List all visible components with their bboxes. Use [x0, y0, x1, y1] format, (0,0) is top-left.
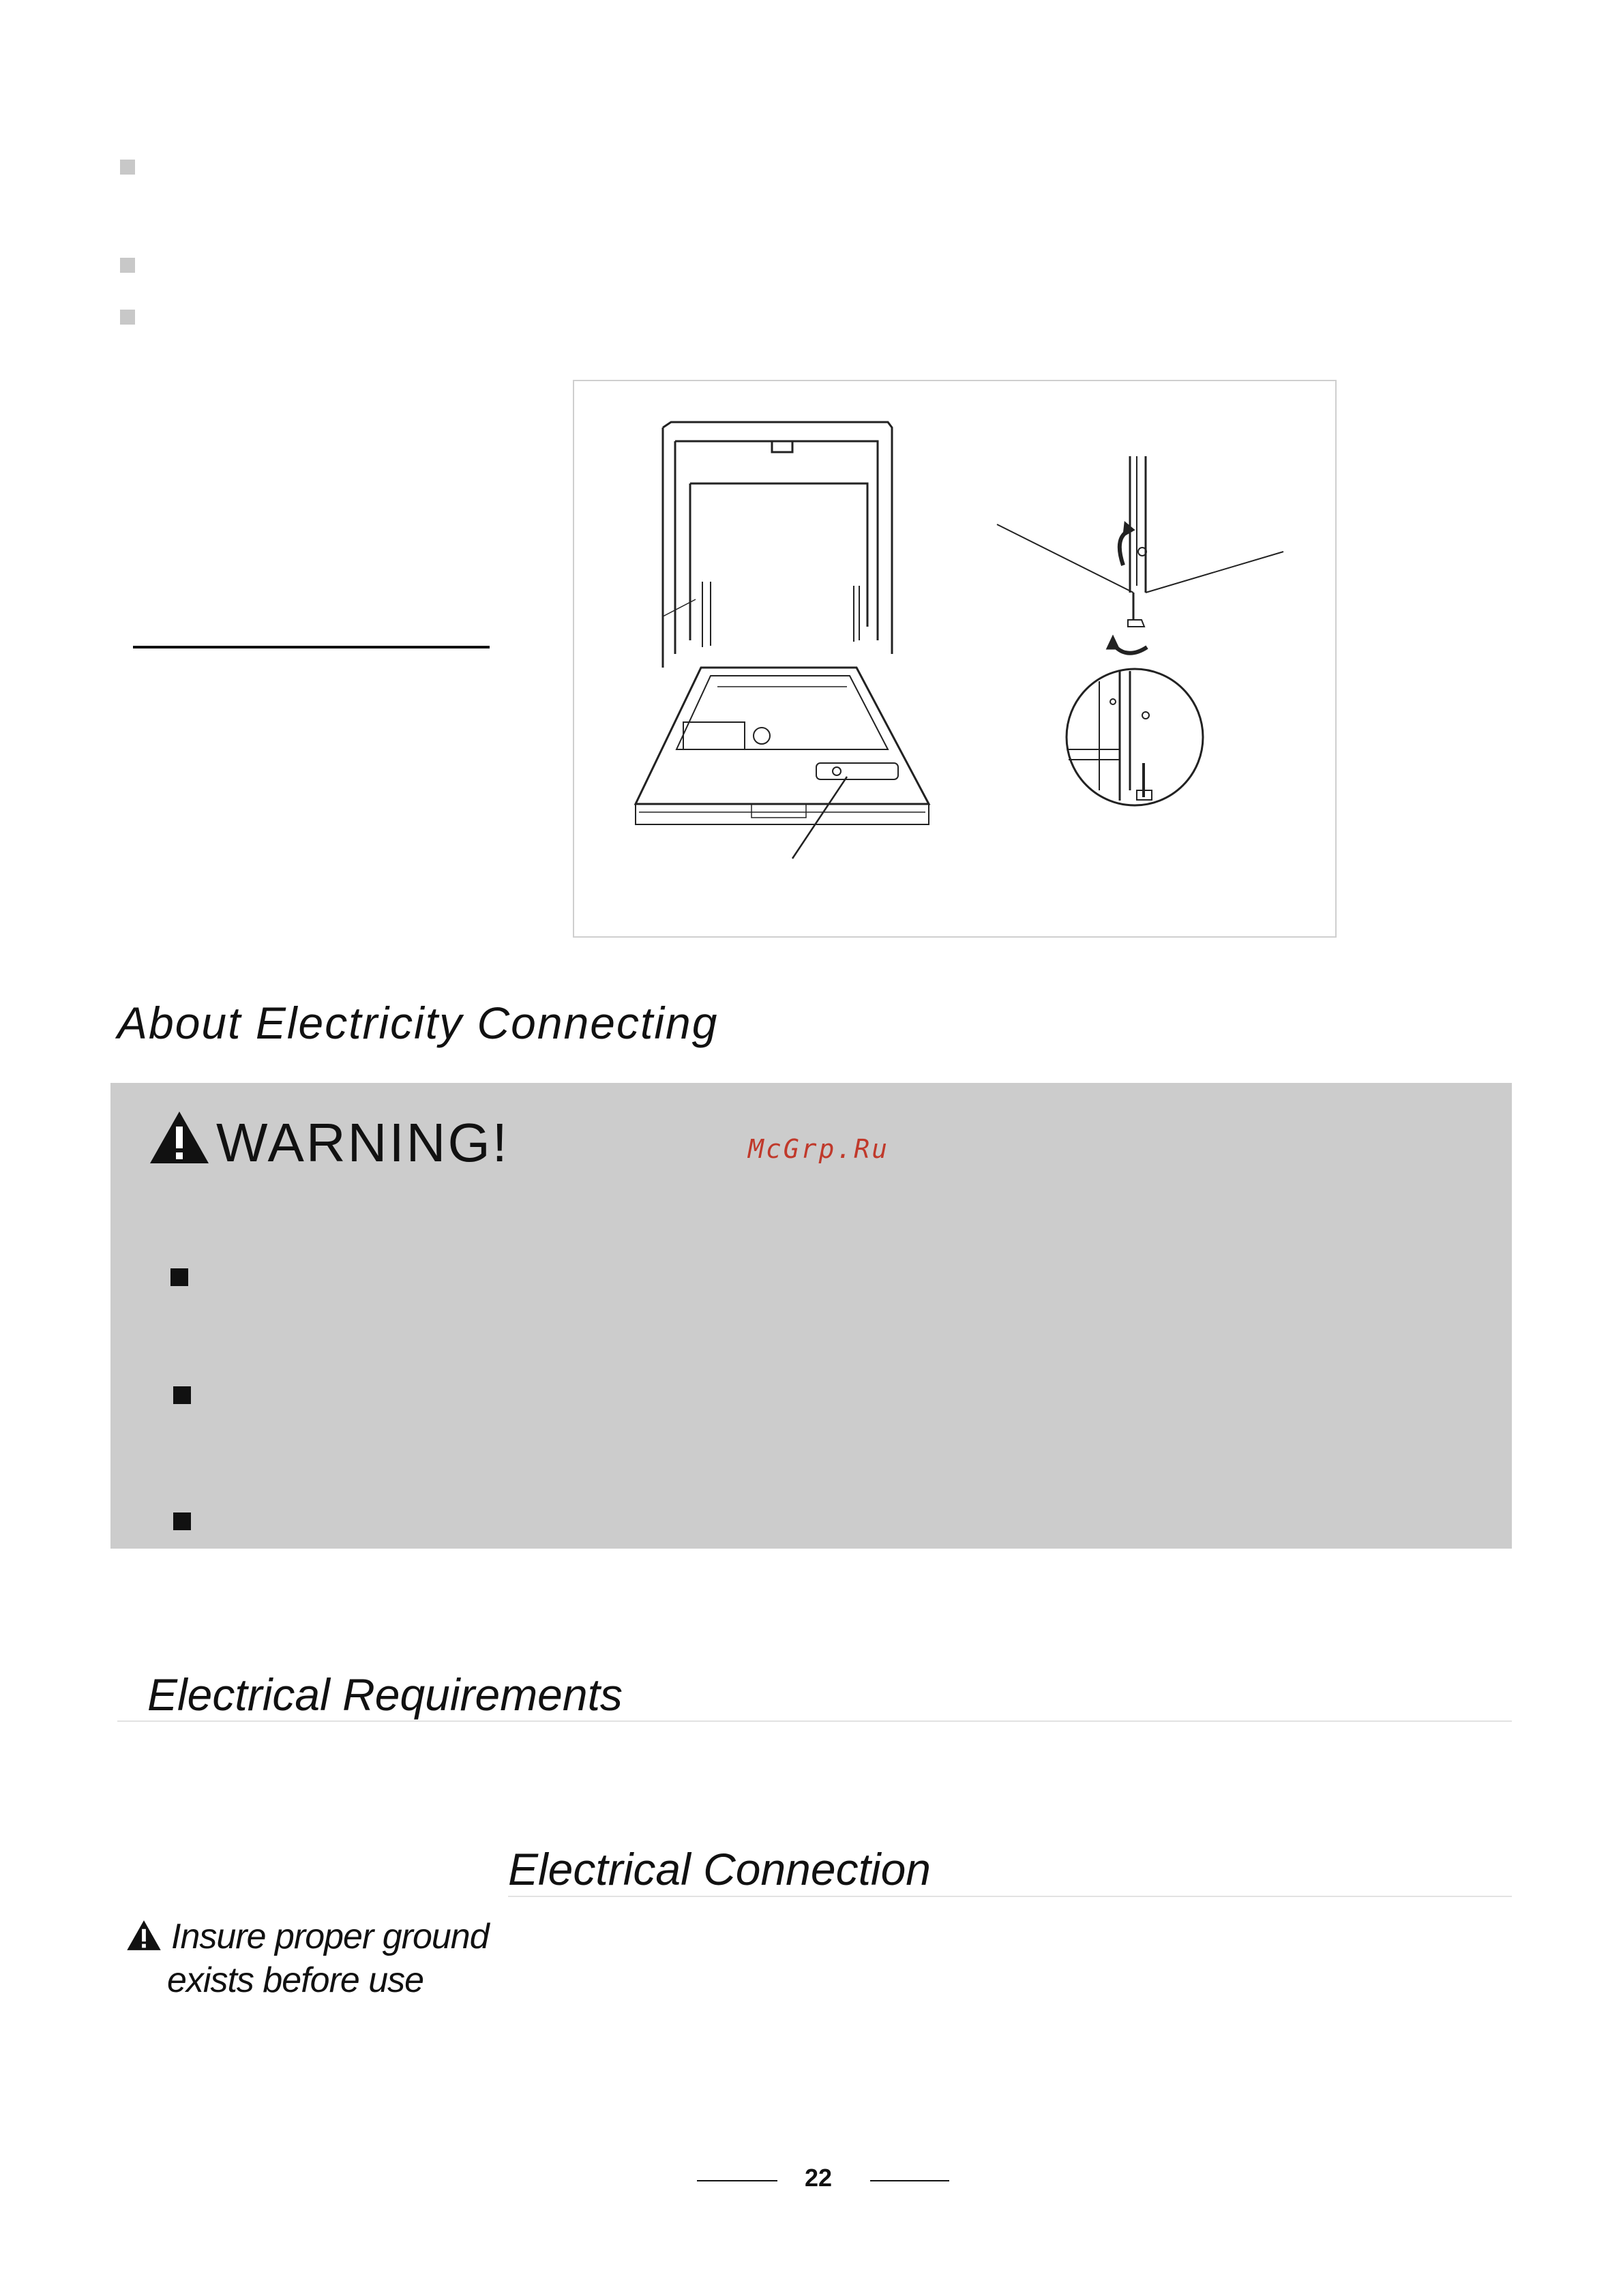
warning-title: WARNING!: [216, 1112, 509, 1173]
section-heading-connection: Electrical Connection: [508, 1844, 931, 1894]
watermark-text: McGrp.Ru: [748, 1134, 890, 1164]
warning-panel: [110, 1083, 1512, 1549]
warning-triangle-icon: [126, 1920, 162, 1951]
section-heading-requirements: Electrical Requirements: [147, 1669, 623, 1720]
page-number: 22: [804, 2164, 833, 2192]
bullet-square-icon: [170, 1268, 188, 1286]
bullet-square-icon: [173, 1386, 191, 1404]
section-underline: [117, 1720, 1512, 1722]
ground-note-line1: Insure proper ground: [171, 1917, 489, 1956]
section-heading-about: About Electricity Connecting: [117, 998, 719, 1048]
cabinet-outline: [663, 422, 892, 654]
installation-figure: [573, 380, 1337, 938]
page-number-rule-right: [870, 2180, 949, 2181]
bullet-square-icon: [120, 258, 135, 273]
bullet-square-icon: [120, 160, 135, 175]
separator-rule: [133, 646, 490, 648]
page-number-rule-left: [697, 2180, 777, 2181]
magnified-detail: [1067, 669, 1203, 805]
open-door: [636, 668, 929, 804]
warning-triangle-icon: [149, 1110, 210, 1165]
bullet-square-icon: [120, 310, 135, 325]
ground-note-line2: exists before use: [167, 1960, 424, 2000]
section-underline: [508, 1896, 1512, 1897]
ground-warning-note: [126, 1915, 522, 2002]
bullet-square-icon: [173, 1512, 191, 1530]
dishwasher-leveling-illustration: [574, 381, 1338, 939]
